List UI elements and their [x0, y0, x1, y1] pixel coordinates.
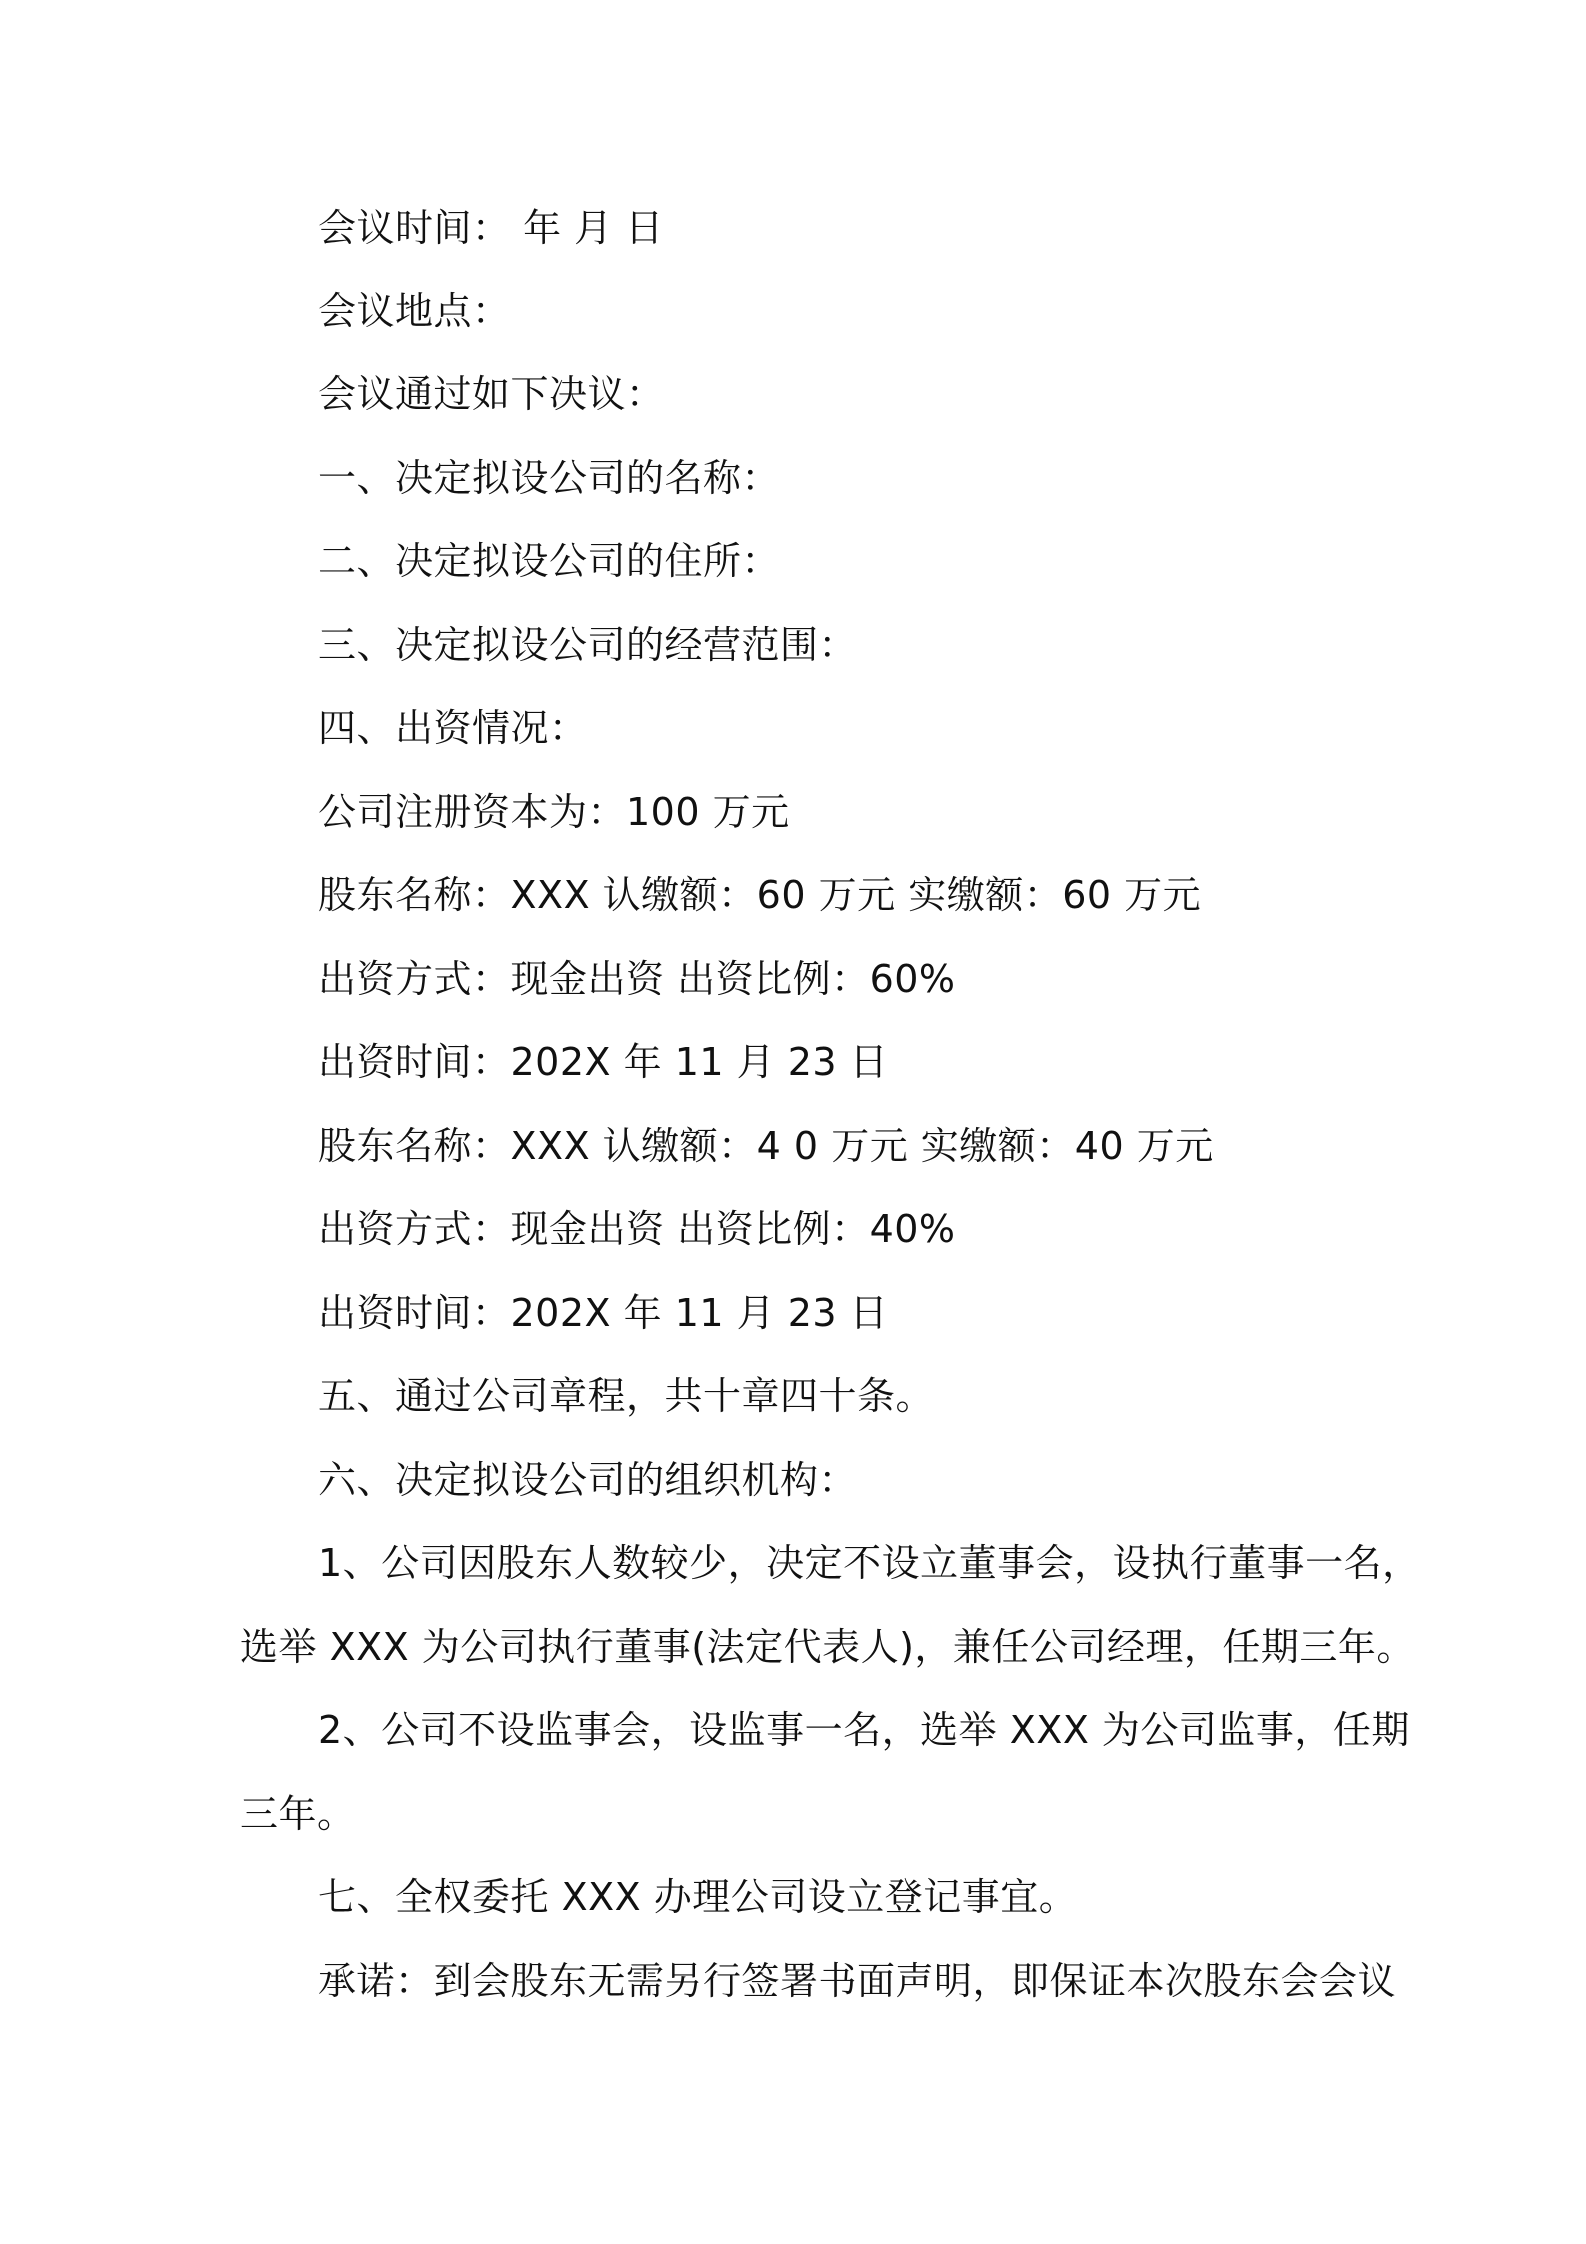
resolution-5-articles: 五、通过公司章程，共十章四十条。 [318, 1374, 935, 1418]
organization-item-1: 1、公司因股东人数较少，决定不设立董事会，设执行董事一名， [318, 1541, 1421, 1585]
shareholder-1-method: 出资方式：现金出资 出资比例：60% [318, 957, 956, 1001]
resolutions-intro: 会议通过如下决议： [318, 372, 665, 416]
shareholder-2-method: 出资方式：现金出资 出资比例：40% [318, 1207, 956, 1251]
resolution-4-capital: 四、出资情况： [318, 706, 588, 750]
shareholder-2-info: 股东名称：XXX 认缴额：4 0 万元 实缴额：40 万元 [318, 1124, 1214, 1168]
resolution-1-name: 一、决定拟设公司的名称： [318, 456, 781, 500]
resolution-2-address: 二、决定拟设公司的住所： [318, 539, 781, 583]
organization-item-2: 2、公司不设监事会，设监事一名，选举 XXX 为公司监事，任期 [318, 1708, 1410, 1752]
organization-item-2-cont: 三年。 [240, 1792, 356, 1836]
resolution-6-organization: 六、决定拟设公司的组织机构： [318, 1458, 858, 1502]
registered-capital: 公司注册资本为：100 万元 [318, 790, 790, 834]
resolution-3-scope: 三、决定拟设公司的经营范围： [318, 623, 858, 667]
organization-item-1-cont: 选举 XXX 为公司执行董事(法定代表人)，兼任公司经理，任期三年。 [240, 1625, 1415, 1669]
shareholder-1-info: 股东名称：XXX 认缴额：60 万元 实缴额：60 万元 [318, 873, 1202, 917]
resolution-7-delegation: 七、全权委托 XXX 办理公司设立登记事宜。 [318, 1875, 1078, 1919]
commitment-statement: 承诺：到会股东无需另行签署书面声明，即保证本次股东会会议 [318, 1959, 1397, 2003]
shareholder-1-time: 出资时间：202X 年 11 月 23 日 [318, 1040, 889, 1084]
meeting-location: 会议地点： [318, 289, 511, 333]
shareholder-2-time: 出资时间：202X 年 11 月 23 日 [318, 1291, 889, 1335]
meeting-time: 会议时间： 年 月 日 [318, 206, 664, 250]
